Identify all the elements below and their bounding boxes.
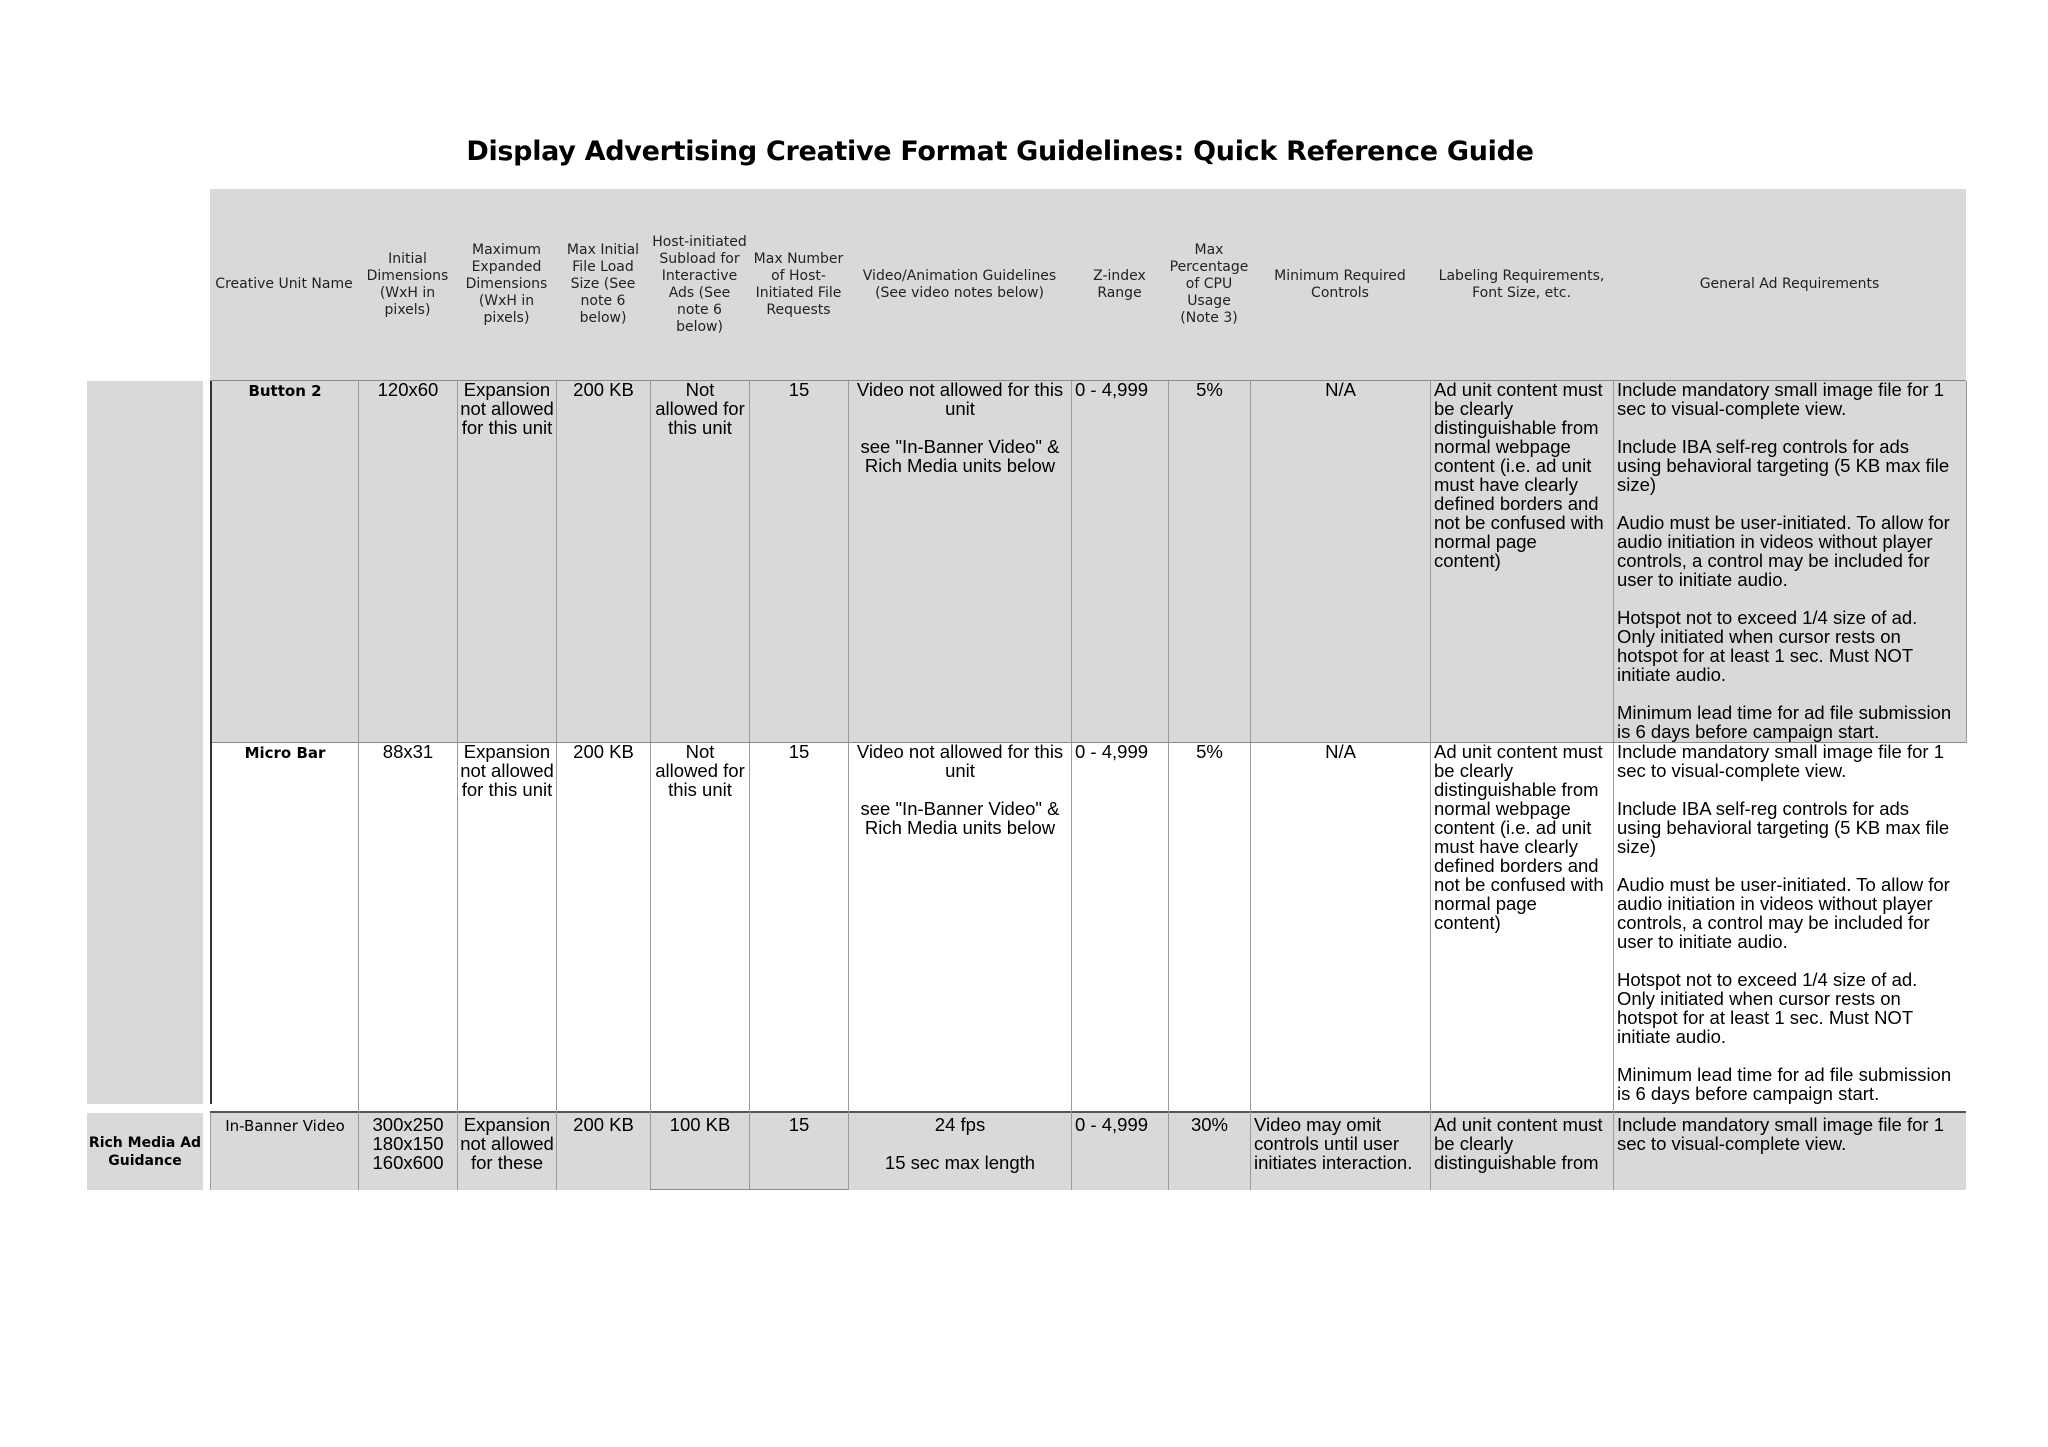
header-host-initiated-subload: Host-initiated Subload for Interactive Ads (See note 6 below): [650, 189, 749, 380]
header-initial-dimensions: Initial Dimensions (WxH in pixels): [358, 189, 457, 380]
row-general-requirements: Include mandatory small image file for 1 sec to visual-complete view. Include IBA self-reg controls for ads using behavioral targeting (5 KB max file size) Audio must be user-initiated. To allow for audio initiation in videos without player controls, a control may be included for user to initiate audio. Hotspot not to exceed 1/4 size of ad. Only initiated when cursor rests on hotspot for at least 1 sec. Must NOT initiate audio. Minimum lead time for ad file submission is 6 days before campaign start.: [1617, 741, 1952, 1104]
header-minimum-required-controls: Minimum Required Controls: [1250, 189, 1430, 380]
rich-expanded-dimensions: Expansion not allowed for these: [460, 1114, 554, 1173]
rich-labeling: Ad unit content must be clearly distinguishable from: [1434, 1114, 1603, 1173]
row-video-guidelines: Video not allowed for this unit see "In-Banner Video" & Rich Media units below: [856, 379, 1064, 476]
row-min-controls: N/A: [1325, 741, 1356, 762]
row-min-controls: N/A: [1325, 379, 1356, 400]
row-initial-dimensions: 88x31: [382, 741, 434, 762]
row-labeling: Ad unit content must be clearly distinguishable from normal webpage content (i.e. ad unit must have clearly defined borders and not be confused with normal page content): [1434, 741, 1604, 933]
rich-cpu-usage: 30%: [1190, 1114, 1229, 1135]
page-title: Display Advertising Creative Format Guidelines: Quick Reference Guide: [466, 136, 1534, 167]
rich-creative-unit-name: In-Banner Video: [225, 1117, 345, 1135]
rich-video-guidelines: 24 fps 15 sec max length: [884, 1114, 1036, 1173]
row-subload: Not allowed for this unit: [655, 379, 745, 438]
header-video-animation-guidelines: Video/Animation Guidelines (See video notes below): [848, 189, 1071, 380]
row-creative-unit-name: Button 2: [248, 382, 322, 400]
header-max-expanded-dimensions: Maximum Expanded Dimensions (WxH in pixels): [457, 189, 556, 380]
row-z-index: 0 - 4,999: [1075, 741, 1149, 762]
header-labeling-requirements: Labeling Requirements, Font Size, etc.: [1430, 189, 1613, 380]
row-z-index: 0 - 4,999: [1075, 379, 1149, 400]
rich-z-index: 0 - 4,999: [1075, 1114, 1149, 1135]
row-file-requests: 15: [788, 741, 810, 762]
rich-general-requirements: Include mandatory small image file for 1 sec to visual-complete view.: [1617, 1114, 1944, 1154]
header-creative-unit-name: Creative Unit Name: [210, 189, 358, 380]
header-max-initial-file-load: Max Initial File Load Size (See note 6 below): [556, 189, 650, 380]
row-expanded-dimensions: Expansion not allowed for this unit: [460, 741, 554, 800]
row-general-requirements: Include mandatory small image file for 1 sec to visual-complete view. Include IBA self-reg controls for ads using behavioral targeting (5 KB max file size) Audio must be user-initiated. To allow for audio initiation in videos without player controls, a control may be included for user to initiate audio. Hotspot not to exceed 1/4 size of ad. Only initiated when cursor rests on hotspot for at least 1 sec. Must NOT initiate audio. Minimum lead time for ad file submission is 6 days before campaign start.: [1617, 379, 1952, 742]
header-max-file-requests: Max Number of Host-Initiated File Requests: [749, 189, 848, 380]
header-general-ad-requirements: General Ad Requirements: [1613, 189, 1966, 380]
row-file-requests: 15: [788, 379, 810, 400]
row-initial-dimensions: 120x60: [377, 379, 439, 400]
column-divider: [210, 1113, 211, 1190]
header-z-index-range: Z-index Range: [1071, 189, 1168, 380]
row-labeling: Ad unit content must be clearly distinguishable from normal webpage content (i.e. ad unit must have clearly defined borders and not be confused with normal page content): [1434, 379, 1604, 571]
header-max-cpu-usage: Max Percentage of CPU Usage (Note 3): [1168, 189, 1250, 380]
row-max-initial-load: 200 KB: [573, 741, 634, 762]
row-expanded-dimensions: Expansion not allowed for this unit: [460, 379, 554, 438]
section-label-rich-media: Rich Media Ad Guidance: [87, 1113, 203, 1190]
rich-subload: 100 KB: [669, 1114, 731, 1135]
row-video-guidelines: Video not allowed for this unit see "In-Banner Video" & Rich Media units below: [856, 741, 1064, 838]
section-side-band: [87, 381, 203, 1104]
row-cpu-usage: 5%: [1196, 379, 1223, 400]
row-creative-unit-name: Micro Bar: [244, 744, 326, 762]
rich-initial-dimensions: 300x250 180x150 160x600: [372, 1114, 444, 1173]
row-max-initial-load: 200 KB: [573, 379, 634, 400]
row-cpu-usage: 5%: [1196, 741, 1223, 762]
column-divider: [1966, 381, 1967, 743]
row-subload: Not allowed for this unit: [655, 741, 745, 800]
rich-file-requests: 15: [788, 1114, 810, 1135]
rich-max-initial-load: 200 KB: [573, 1114, 634, 1135]
rich-min-controls: Video may omit controls until user initiates interaction.: [1254, 1114, 1413, 1173]
